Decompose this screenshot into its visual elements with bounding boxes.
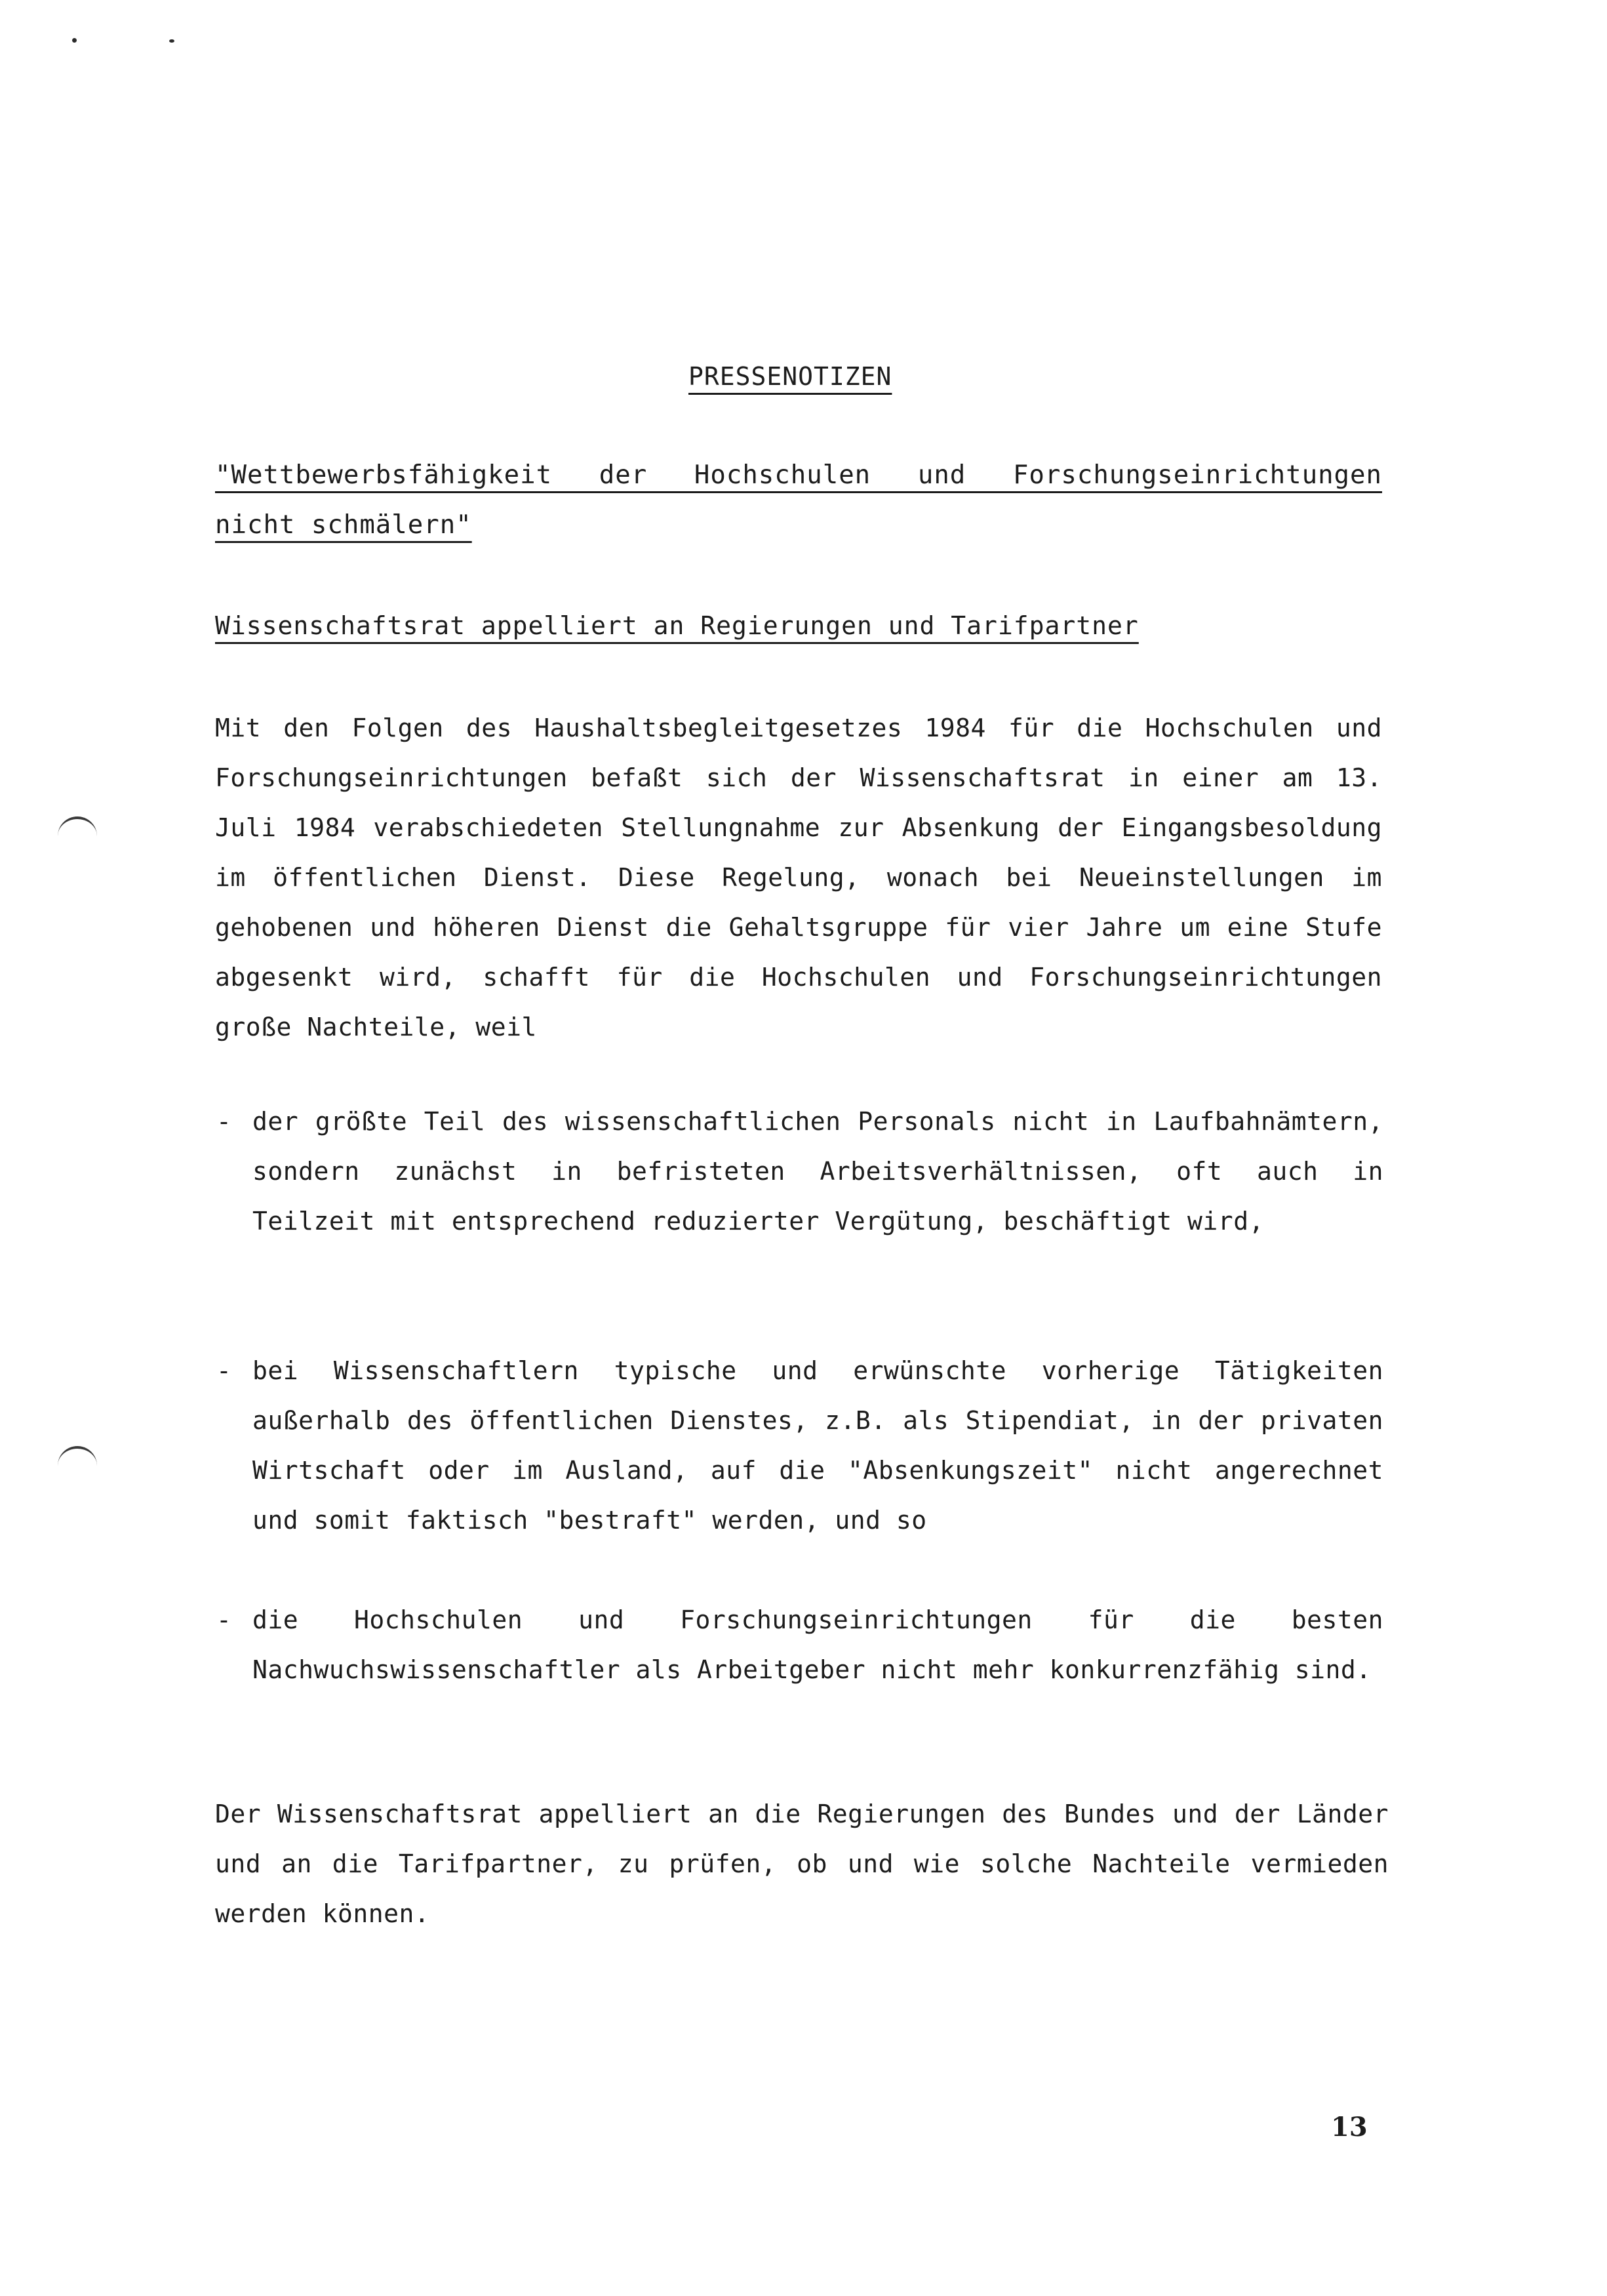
bullet-item-3: die Hochschulen und Forschungseinrichtungen für die besten Nachwuchswissenschaftler als Arbeitgeber nicht mehr konkurrenzfähig sind. <box>252 1605 1383 1684</box>
headline-line-1: "Wettbewerbsfähigkeit der Hochschulen und Forschungseinrichtungen <box>215 460 1382 490</box>
closing-paragraph: Der Wissenschaftsrat appelliert an die Regierungen des Bundes und der Länder und an die Tarifpartner, zu prüfen, ob und wie solche Nachteile vermieden werden können. <box>215 1800 1389 1928</box>
section-title: PRESSENOTIZEN <box>688 362 892 391</box>
bullet-item-2: bei Wissenschaftlern typische und erwünschte vorherige Tätigkeiten außerhalb des öffentlichen Dienstes, z.B. als Stipendiat, in der privaten Wirtschaft oder im Ausland, auf die "Absenkungszeit" nicht angerechnet und somit faktisch "bestraft" werden, und so <box>252 1356 1383 1535</box>
bullet-dash: - <box>216 1356 231 1385</box>
bullet-dash: - <box>216 1605 231 1634</box>
headline-line-2: nicht schmälern" <box>215 510 472 540</box>
page-number: 13 <box>1331 2112 1368 2143</box>
punch-hole-mark <box>58 1446 97 1468</box>
intro-paragraph: Mit den Folgen des Haushaltsbegleitgesetzes 1984 für die Hochschulen und Forschungseinrichtungen befaßt sich der Wissenschaftsrat in einer am 13. Juli 1984 verabschiedeten Stellungnahme zur Absenkung der Eingangsbesoldung im öffentlichen Dienst. Diese Regelung, wonach bei Neueinstellungen im gehobenen und höheren Dienst die Gehaltsgruppe für vier Jahre um eine Stufe abgesenkt wird, schafft für die Hochschulen und Forschungseinrichtungen große Nachteile, weil <box>215 714 1382 1041</box>
scan-speck <box>169 39 174 43</box>
punch-hole-mark <box>58 816 97 839</box>
subheadline: Wissenschaftsrat appelliert an Regierungen und Tarifpartner <box>215 611 1139 640</box>
bullet-item-1: der größte Teil des wissenschaftlichen Personals nicht in Laufbahnämtern, sondern zunächst in befristeten Arbeitsverhältnissen, oft auch in Teilzeit mit entsprechend reduzierter Vergütung, beschäftigt wird, <box>252 1107 1383 1236</box>
scan-speck <box>72 38 77 43</box>
bullet-dash: - <box>216 1107 231 1136</box>
